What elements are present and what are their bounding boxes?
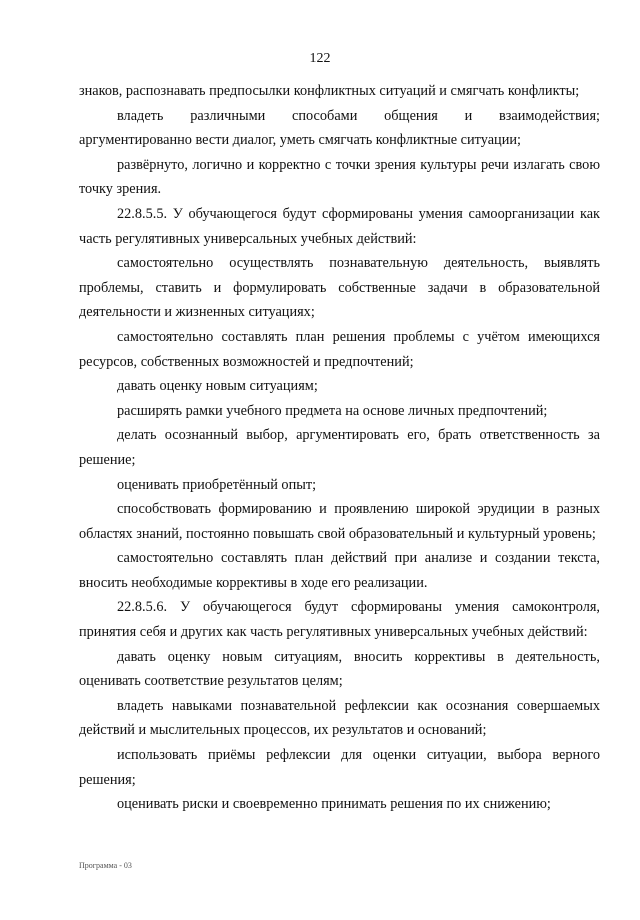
paragraph: оценивать риски и своевременно принимать решения по их снижению; <box>117 796 551 813</box>
paragraph: способствовать формированию и проявлению широкой эрудиции в разных областях знаний, постоянно повышать свой образовательный и культурный уровень; <box>79 501 600 542</box>
footer-note: Программа - 03 <box>79 861 132 870</box>
page-number: 122 <box>309 51 331 66</box>
paragraph: расширять рамки учебного предмета на основе личных предпочтений; <box>117 402 548 419</box>
paragraph: самостоятельно составлять план решения проблемы с учётом имеющихся ресурсов, собственных возможностей и предпочтений; <box>79 328 600 370</box>
paragraph: делать осознанный выбор, аргументировать его, брать ответственность за решение; <box>79 427 600 468</box>
paragraph: использовать приёмы рефлексии для оценки ситуации, выбора верного решения; <box>79 747 600 788</box>
paragraph: самостоятельно составлять план действий при анализе и создании текста, вносить необходимые коррективы в ходе его реализации. <box>79 550 600 591</box>
body-text <box>79 79 600 817</box>
paragraph: давать оценку новым ситуациям, вносить коррективы в деятельность, оценивать соответствие результатов целям; <box>79 648 600 690</box>
paragraph: 22.8.5.6. У обучающегося будут сформированы умения самоконтроля, принятия себя и других как часть регулятивных универсальных учебных действий: <box>79 599 600 641</box>
paragraph: давать оценку новым ситуациям; <box>117 378 318 395</box>
paragraph: самостоятельно осуществлять познавательную деятельность, выявлять проблемы, ставить и формулировать собственные задачи в образовательной деятельности и жизненных ситуациях; <box>79 255 600 321</box>
paragraph: владеть навыками познавательной рефлексии как осознания совершаемых действий и мыслительных процессов, их результатов и оснований; <box>79 697 600 739</box>
paragraph: знаков, распознавать предпосылки конфликтных ситуаций и смягчать конфликты; <box>79 83 580 99</box>
paragraph: владеть различными способами общения и взаимодействия; аргументированно вести диалог, уметь смягчать конфликтные ситуации; <box>79 107 600 149</box>
paragraph: оценивать приобретённый опыт; <box>117 476 317 493</box>
paragraph: развёрнуто, логично и корректно с точки зрения культуры речи излагать свою точку зрения. <box>79 156 600 198</box>
paragraph: 22.8.5.5. У обучающегося будут сформированы умения самоорганизации как часть регулятивных универсальных учебных действий: <box>79 205 600 247</box>
